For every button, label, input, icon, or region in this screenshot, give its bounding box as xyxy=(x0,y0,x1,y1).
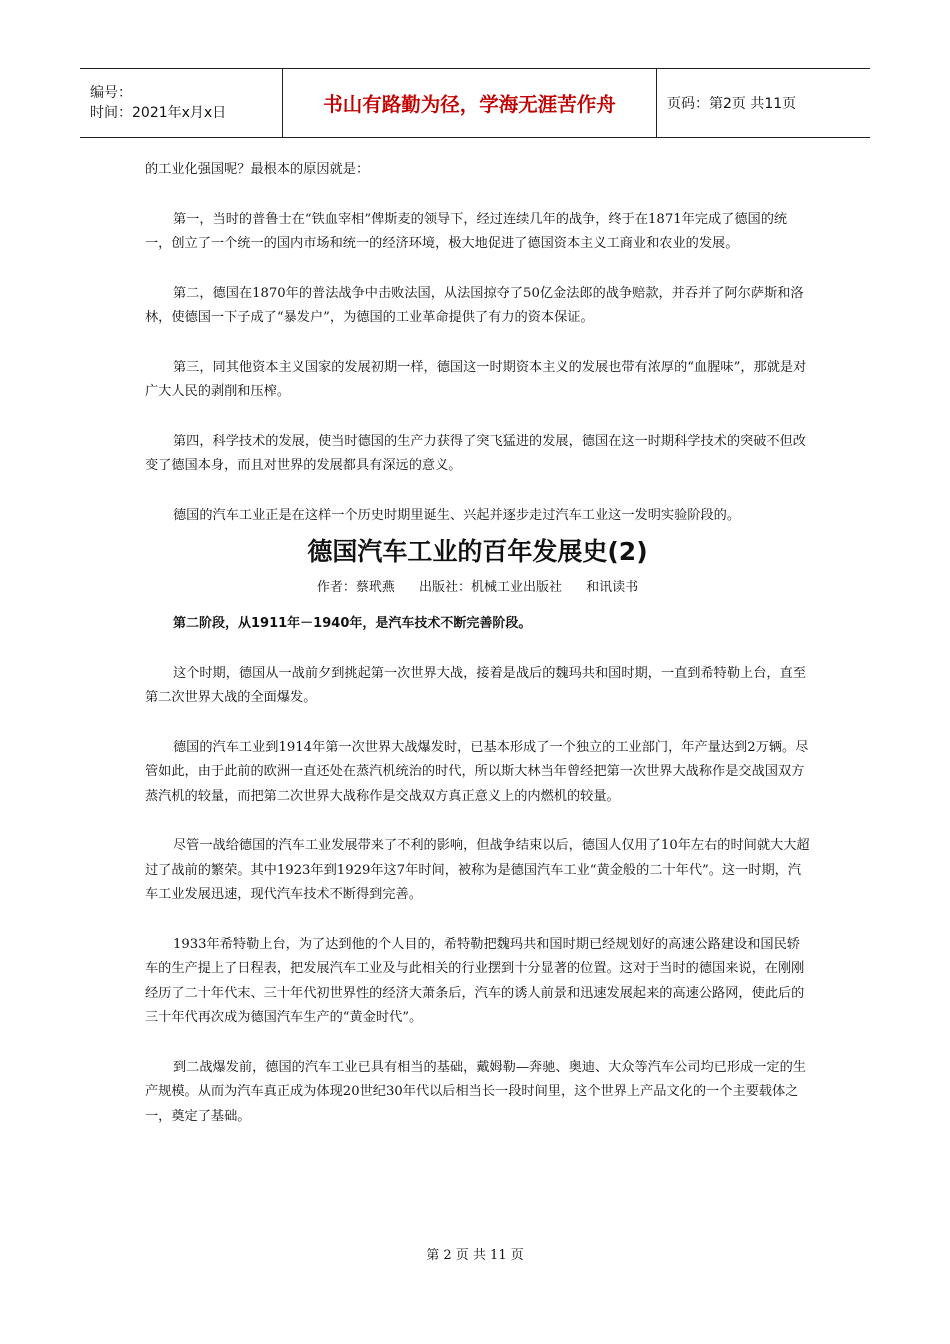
header-page-info: 页码：第2页 共11页 xyxy=(667,96,797,112)
header-time: 时间：2021年x月x日 xyxy=(90,105,227,121)
paragraph: 第四，科学技术的发展，使当时德国的生产力获得了突飞猛进的发展，德国在这一时期科学技术的突破不但改变了德国本身，而且对世界的发展都具有深远的意义。 xyxy=(145,433,806,473)
article-title: 德国汽车工业的百年发展史(2) xyxy=(307,537,648,566)
header-number: 编号： xyxy=(90,85,132,101)
article-source: 和讯读书 xyxy=(586,580,639,595)
paragraph: 德国的汽车工业到1914年第一次世界大战爆发时，已基本形成了一个独立的工业部门，年产量达到2万辆。尽管如此，由于此前的欧洲一直还处在蒸汽机统治的时代，所以斯大林当年曾经把第一次世界大战称作是交战国双方蒸汽机的较量，而把第二次世界大战称作是交战双方真正意义上的内燃机的较量。 xyxy=(145,739,809,804)
stage-heading: 第二阶段，从1911年－1940年，是汽车技术不断完善阶段。 xyxy=(173,616,532,631)
document-body xyxy=(145,158,810,1129)
page-footer: 第 2 页 共 11 页 xyxy=(426,1248,524,1263)
paragraph: 第一，当时的普鲁士在“铁血宰相”俾斯麦的领导下，经过连续几年的战争，终于在1871年完成了德国的统一，创立了一个统一的国内市场和统一的经济环境，极大地促进了德国资本主义工商业和农业的发展。 xyxy=(145,211,788,251)
paragraph: 尽管一战给德国的汽车工业发展带来了不利的影响，但战争结束以后，德国人仅用了10年左右的时间就大大超过了战前的繁荣。其中1923年到1929年这7年时间，被称为是德国汽车工业“黄金般的二十年代”。这一时期，汽车工业发展迅速，现代汽车技术不断得到完善。 xyxy=(145,838,810,902)
header-meta xyxy=(80,69,282,137)
paragraph: 第三，同其他资本主义国家的发展初期一样，德国这一时期资本主义的发展也带有浓厚的“血腥味”，那就是对广大人民的剥削和压榨。 xyxy=(145,359,807,399)
page-header xyxy=(80,68,870,138)
article-publisher: 出版社：机械工业出版社 xyxy=(418,580,562,595)
paragraph: 1933年希特勒上台，为了达到他的个人目的，希特勒把魏玛共和国时期已经规划好的高速公路建设和国民轿车的生产提上了日程表，把发展汽车工业及与此相关的行业摆到十分显著的位置。这对于当时的德国来说，在刚刚经历了二十年代末、三十年代初世界性的经济大萧条后，汽车的诱人前景和迅速发展起来的高速公路网，使此后的三十年代再次成为德国汽车生产的“黄金时代”。 xyxy=(145,936,805,1025)
article-byline xyxy=(145,576,810,600)
header-motto: 书山有路勤为径，学海无涯苦作舟 xyxy=(282,69,657,137)
paragraph: 这个时期，德国从一战前夕到挑起第一次世界大战，接着是战后的魏玛共和国时期，一直到希特勒上台，直至第二次世界大战的全面爆发。 xyxy=(145,665,806,705)
paragraph: 到二战爆发前，德国的汽车工业已具有相当的基础，戴姆勒—奔驰、奥迪、大众等汽车公司均已形成一定的生产规模。从而为汽车真正成为体现20世纪30年代以后相当长一段时间里，这个世界上产品文化的一个主要载体之一，奠定了基础。 xyxy=(145,1059,806,1124)
paragraph: 的工业化强国呢？最根本的原因就是： xyxy=(145,162,370,177)
paragraph: 第二，德国在1870年的普法战争中击败法国，从法国掠夺了50亿金法郎的战争赔款，并吞并了阿尔萨斯和洛林，使德国一下子成了“暴发户”，为德国的工业革命提供了有力的资本保证。 xyxy=(145,285,804,325)
article-author: 作者：蔡玳燕 xyxy=(316,580,395,595)
paragraph: 德国的汽车工业正是在这样一个历史时期里诞生、兴起并逐步走过汽车工业这一发明实验阶段的。 xyxy=(173,507,741,523)
